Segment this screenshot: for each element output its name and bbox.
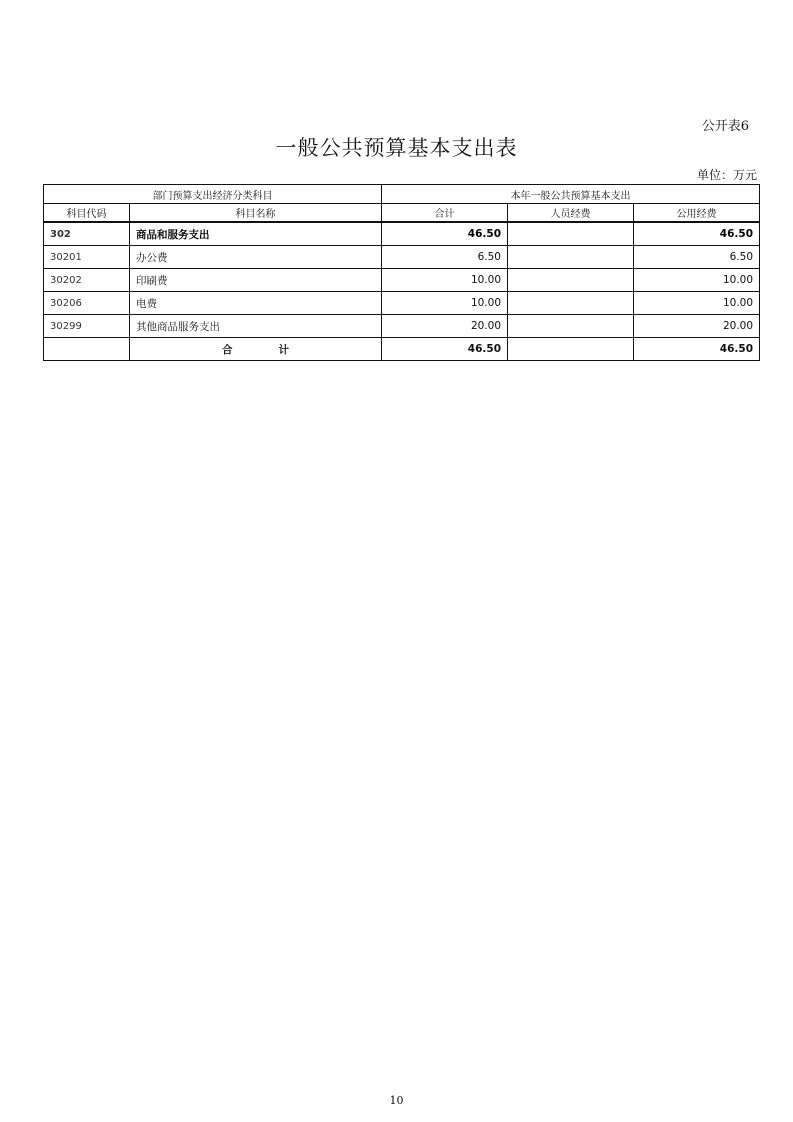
table-row: [44, 246, 760, 269]
row-total: 6.50: [382, 246, 508, 269]
row-public: 10.00: [634, 269, 760, 292]
total-row-code: [44, 338, 130, 361]
row-personnel: [508, 246, 634, 269]
row-name: 印刷费: [130, 269, 382, 292]
column-header-row: [44, 204, 760, 223]
group-header-classification: 部门预算支出经济分类科目: [44, 185, 382, 204]
row-code: 30299: [44, 315, 130, 338]
column-header-total: 合计: [382, 204, 508, 223]
total-row-total: 46.50: [382, 338, 508, 361]
row-code: 30206: [44, 292, 130, 315]
row-public: 46.50: [634, 222, 760, 246]
row-personnel: [508, 315, 634, 338]
unit-label: 单位：万元: [696, 168, 757, 182]
column-header-personnel: 人员经费: [508, 204, 634, 223]
total-label-left: 合: [222, 343, 233, 356]
table-row: [44, 315, 760, 338]
row-public: 20.00: [634, 315, 760, 338]
total-row: [44, 338, 760, 361]
row-code: 30201: [44, 246, 130, 269]
table-row: [44, 222, 760, 246]
group-header-basic-expenditure: 本年一般公共预算基本支出: [382, 185, 760, 204]
row-personnel: [508, 292, 634, 315]
row-total: 46.50: [382, 222, 508, 246]
column-header-code: 科目代码: [44, 204, 130, 223]
total-row-personnel: [508, 338, 634, 361]
row-code: 30202: [44, 269, 130, 292]
document-label: 公开表6: [701, 119, 749, 134]
row-public: 10.00: [634, 292, 760, 315]
row-public: 6.50: [634, 246, 760, 269]
row-code: 302: [44, 222, 130, 246]
row-name: 电费: [130, 292, 382, 315]
row-personnel: [508, 222, 634, 246]
column-header-name: 科目名称: [130, 204, 382, 223]
row-total: 10.00: [382, 292, 508, 315]
total-row-public: 46.50: [634, 338, 760, 361]
table-row: [44, 292, 760, 315]
budget-table: [43, 184, 760, 361]
total-row-label: [130, 338, 382, 361]
row-name: 商品和服务支出: [130, 222, 382, 246]
page-title: 一般公共预算基本支出表: [275, 136, 518, 160]
page-number: 10: [389, 1094, 404, 1107]
table-row: [44, 269, 760, 292]
row-name: 办公费: [130, 246, 382, 269]
column-header-public: 公用经费: [634, 204, 760, 223]
row-total: 10.00: [382, 269, 508, 292]
row-total: 20.00: [382, 315, 508, 338]
total-label-right: 计: [278, 343, 289, 356]
row-personnel: [508, 269, 634, 292]
row-name: 其他商品服务支出: [130, 315, 382, 338]
group-header-row: [44, 185, 760, 204]
